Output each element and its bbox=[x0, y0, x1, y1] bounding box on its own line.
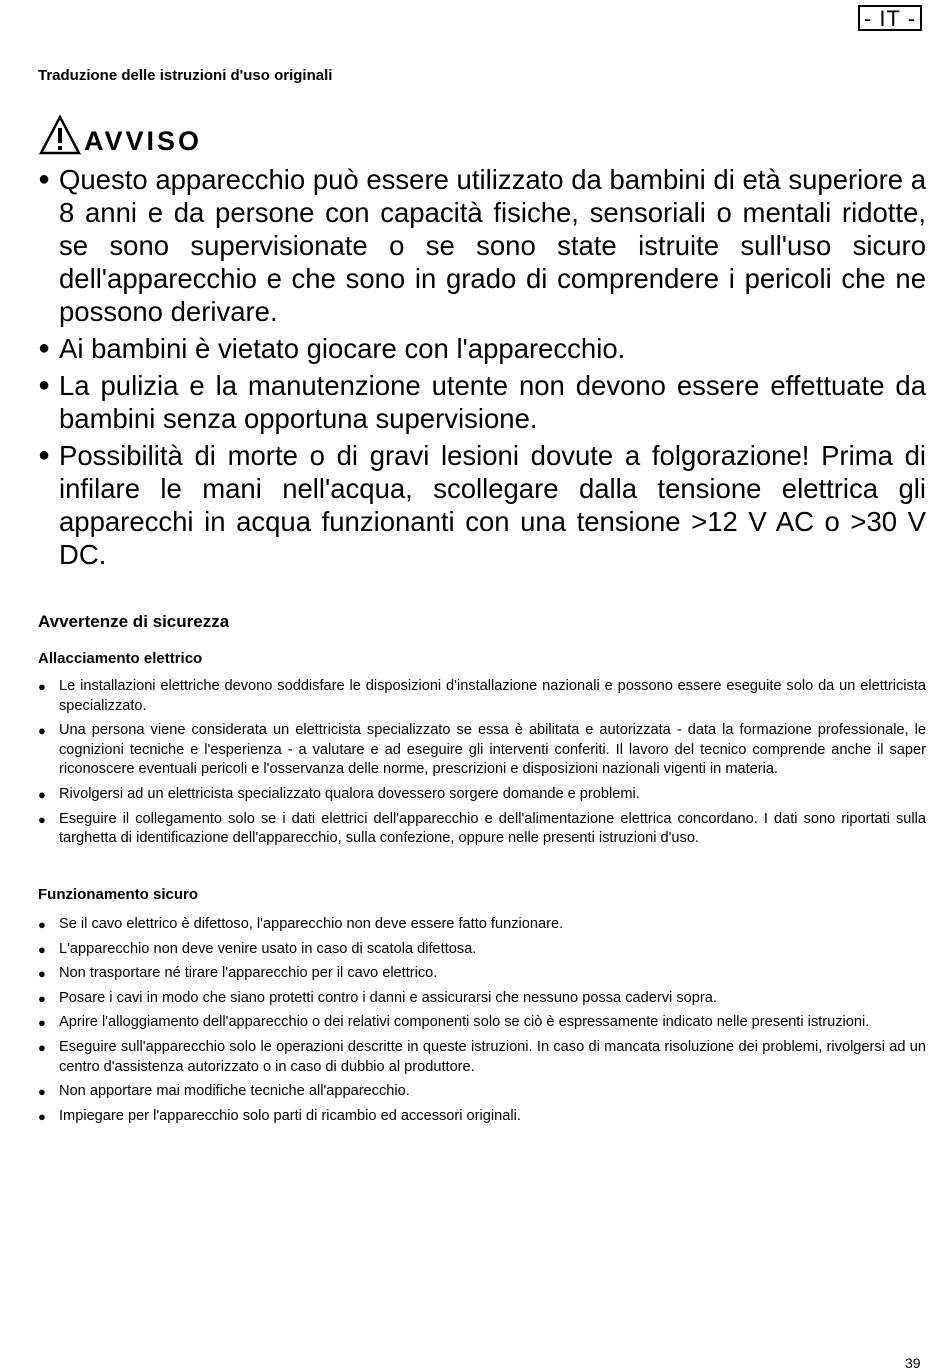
bullet-icon: ● bbox=[38, 444, 51, 466]
list-item: ● Eseguire sull'apparecchio solo le operazioni descritte in queste istruzioni. In caso di mancata risoluzione dei problemi, rivolgersi ad un centro d'assistenza autorizzato o in caso di dubbio al produttore. bbox=[38, 1038, 926, 1075]
safety-section-title: Avvertenze di sicurezza bbox=[38, 612, 230, 631]
list-item: ● Questo apparecchio può essere utilizzato da bambini di età superiore a 8 anni e da persone con capacità fisiche, sensoriali o mentali ridotte, se sono supervisionate o se sono state istruite sull'uso sicuro dell'apparecchio e che sono in grado di comprendere i pericoli che ne possono derivare. bbox=[38, 164, 926, 327]
operation-subtitle: Funzionamento sicuro bbox=[38, 886, 199, 903]
bullet-icon: ● bbox=[38, 1108, 46, 1124]
bullet-icon: ● bbox=[38, 1084, 46, 1100]
list-item: ● Una persona viene considerata un elettricista specializzato se essa è abilitata e autorizzata - data la formazione professionale, le cognizioni tecniche e l'esperienza - a valutare e ad eseguire gli interventi conferiti. Il lavoro del tecnico comprende anche il saper riconoscere eventuali pericoli e l'osservanza delle norme, prescrizioni e disposizioni nazionali vigenti in materia. bbox=[38, 722, 926, 778]
bullet-icon: ● bbox=[38, 1015, 46, 1031]
bullet-icon: ● bbox=[38, 168, 51, 190]
bullet-icon: ● bbox=[38, 723, 46, 739]
bullet-icon: ● bbox=[38, 917, 46, 932]
list-item: ● La pulizia e la manutenzione utente non devono essere effettuate da bambini senza opportuna supervisione. bbox=[38, 370, 926, 434]
list-item: ● Non apportare mai modifiche tecniche all'apparecchio. bbox=[38, 1082, 926, 1102]
bullet-icon: ● bbox=[38, 811, 46, 827]
language-tag: - IT - bbox=[858, 5, 922, 31]
list-item: ● Possibilità di morte o di gravi lesioni dovute a folgorazione! Prima di infilare le mani nell'acqua, scollegare dalla tensione elettrica gli apparecchi in acqua funzionanti con una tensione >12 V AC o >30 V DC. bbox=[38, 440, 926, 570]
document-subtitle: Traduzione delle istruzioni d'uso originali bbox=[38, 67, 333, 84]
list-item: ● Impiegare per l'apparecchio solo parti di ricambio ed accessori originali. bbox=[38, 1107, 926, 1127]
bullet-icon: ● bbox=[38, 966, 46, 982]
warning-triangle-icon bbox=[38, 114, 82, 156]
list-item: ● Ai bambini è vietato giocare con l'apparecchio. bbox=[38, 333, 626, 364]
electrical-list bbox=[38, 677, 926, 854]
bullet-icon: ● bbox=[38, 374, 51, 396]
list-item: ● Se il cavo elettrico è difettoso, l'apparecchio non deve essere fatto funzionare. bbox=[38, 915, 926, 935]
page-number: 39 bbox=[905, 1355, 921, 1371]
warning-list bbox=[38, 163, 926, 575]
list-item: ● Rivolgersi ad un elettricista specializzato qualora dovessero sorgere domande e problemi. bbox=[38, 785, 926, 805]
electrical-subtitle: Allacciamento elettrico bbox=[38, 650, 203, 667]
list-item: ● Aprire l'alloggiamento dell'apparecchio o dei relativi componenti solo se ciò è espressamente indicato nelle presenti istruzioni. bbox=[38, 1013, 926, 1033]
warning-title: AVVISO bbox=[84, 126, 203, 156]
list-item: ● Le installazioni elettriche devono soddisfare le disposizioni d'installazione nazionali e possono essere eseguite solo da un elettricista specializzato. bbox=[38, 678, 926, 714]
operation-list bbox=[38, 915, 926, 1131]
bullet-icon: ● bbox=[38, 941, 46, 957]
bullet-icon: ● bbox=[38, 786, 46, 802]
bullet-icon: ● bbox=[38, 1039, 46, 1055]
warning-heading bbox=[38, 108, 202, 156]
bullet-icon: ● bbox=[38, 337, 51, 359]
bullet-icon: ● bbox=[38, 679, 46, 694]
bullet-icon: ● bbox=[38, 990, 46, 1006]
list-item: ● Non trasportare né tirare l'apparecchio per il cavo elettrico. bbox=[38, 964, 926, 984]
list-item: ● Eseguire il collegamento solo se i dati elettrici dell'apparecchio e dell'alimentazione elettrica concordano. I dati sono riportati sulla targhetta di identificazione dell'apparecchio, sulla confezione, oppure nelle presenti istruzioni d'uso. bbox=[38, 810, 926, 847]
list-item: ● Posare i cavi in modo che siano protetti contro i danni e assicurarsi che nessuno possa cadervi sopra. bbox=[38, 989, 926, 1009]
list-item: ● L'apparecchio non deve venire usato in caso di scatola difettosa. bbox=[38, 940, 926, 960]
